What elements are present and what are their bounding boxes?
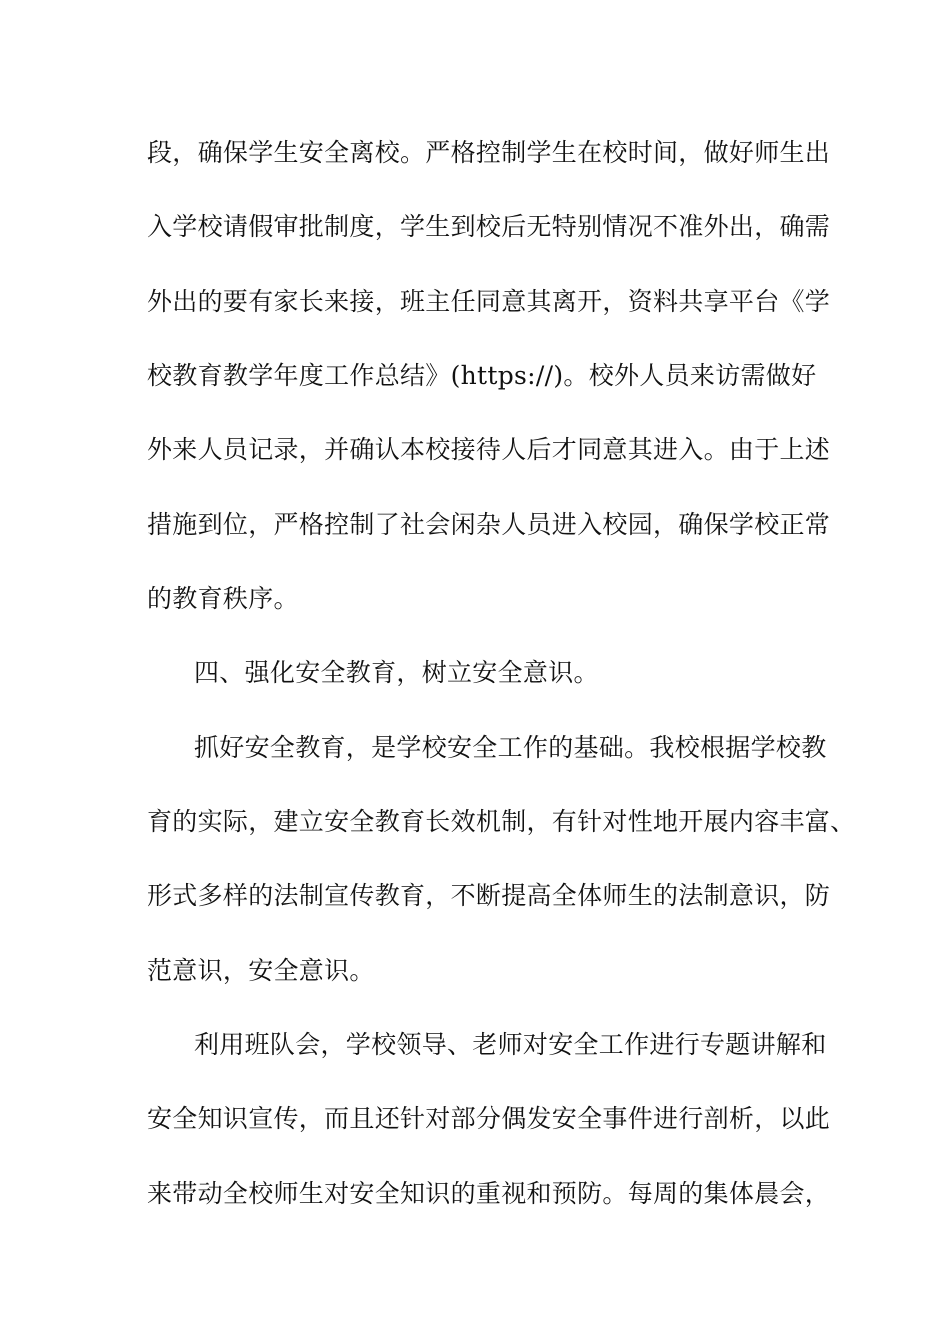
body-text-line: 外来人员记录，并确认本校接待人后才同意其进入。由于上述 (147, 435, 831, 464)
body-text-line: 范意识，安全意识。 (147, 956, 375, 985)
body-text-line: 校教育教学年度工作总结》(https://)。校外人员来访需做好 (147, 361, 817, 390)
body-text-line: 段，确保学生安全离校。严格控制学生在校时间，做好师生出 (147, 138, 831, 167)
body-text-line: 来带动全校师生对安全知识的重视和预防。每周的集体晨会， (147, 1179, 831, 1208)
body-text-line: 抓好安全教育，是学校安全工作的基础。我校根据学校教 (194, 733, 827, 762)
body-text-line: 育的实际，建立安全教育长效机制，有针对性地开展内容丰富、 (147, 807, 856, 836)
body-text-line: 安全知识宣传，而且还针对部分偶发安全事件进行剖析，以此 (147, 1104, 831, 1133)
body-text-line: 利用班队会，学校领导、老师对安全工作进行专题讲解和 (194, 1030, 827, 1059)
body-text-line: 外出的要有家长来接，班主任同意其离开，资料共享平台《学 (147, 287, 831, 316)
body-text-line: 形式多样的法制宣传教育，不断提高全体师生的法制意识，防 (147, 881, 831, 910)
section-heading: 四、强化安全教育，树立安全意识。 (194, 658, 599, 687)
body-text-line: 的教育秩序。 (147, 584, 299, 613)
body-text-line: 入学校请假审批制度，学生到校后无特别情况不准外出，确需 (147, 212, 831, 241)
body-text-line: 措施到位，严格控制了社会闲杂人员进入校园，确保学校正常 (147, 510, 831, 539)
